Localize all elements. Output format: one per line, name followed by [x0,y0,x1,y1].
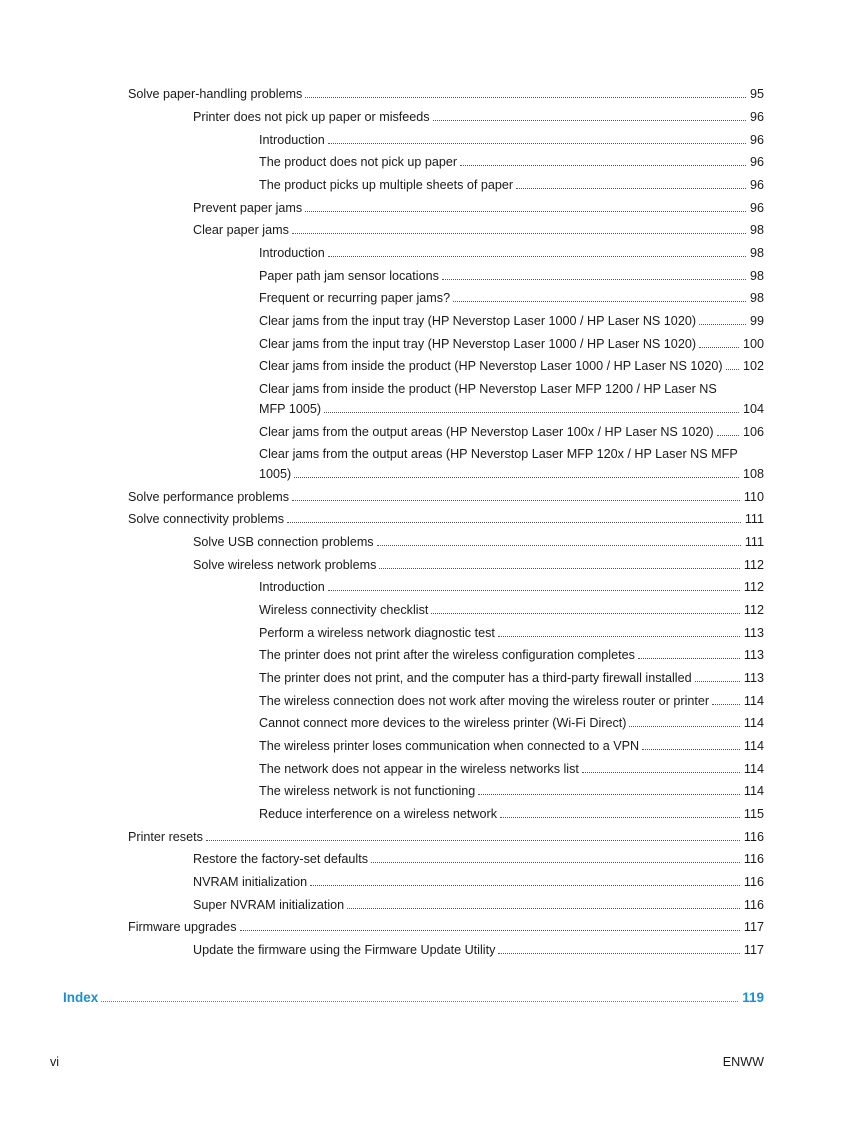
toc-entry-title: Wireless connectivity checklist [259,603,429,617]
toc-entry-title: Solve USB connection problems [193,535,374,549]
toc-entry-page: 95 [749,87,764,101]
page-number-label: vi [50,1055,60,1069]
toc-entry-page: 117 [743,943,764,957]
toc-entry[interactable] [259,781,764,801]
toc-entry[interactable] [259,577,764,597]
toc-entry-page: 98 [749,246,764,260]
toc-entry-page: 114 [743,739,764,753]
toc-entry-title: Paper path jam sensor locations [259,269,439,283]
toc-entry[interactable] [259,804,764,824]
dot-leader [377,533,741,546]
toc-entry-page: 114 [743,716,764,730]
toc-entry[interactable] [193,198,764,218]
dot-leader [206,828,740,841]
toc-entry[interactable] [193,220,764,240]
toc-entry[interactable] [259,600,764,620]
toc-entry-title: 1005) [259,467,292,481]
dot-leader [638,646,740,659]
toc-entry-title: Solve performance problems [128,490,289,504]
toc-entry-title: Frequent or recurring paper jams? [259,291,451,305]
toc-entry-title: Printer does not pick up paper or misfeeds [193,110,430,124]
toc-entry-page: 113 [743,648,764,662]
dot-leader [642,737,740,750]
toc-entry[interactable] [193,107,764,127]
toc-entry-page: 116 [743,830,764,844]
dot-leader [347,896,740,909]
toc-entry-page: 96 [749,201,764,215]
toc-entry-page: 117 [743,920,764,934]
toc-entry[interactable] [259,668,764,688]
dot-leader [328,244,746,257]
toc-entry[interactable] [128,84,764,104]
toc-entry[interactable] [193,940,764,960]
dot-leader [516,176,746,189]
toc-entry-title-line1: Clear jams from inside the product (HP Neverstop Laser MFP 1200 / HP Laser NS [259,382,717,396]
toc-entry-title: Introduction [259,133,325,147]
dot-leader [695,669,740,682]
toc-entry-page: 104 [742,402,764,416]
toc-entry-title: The wireless network is not functioning [259,784,476,798]
dot-leader [101,989,738,1002]
toc-entry-title: Solve paper-handling problems [128,87,303,101]
toc-entry-page: 114 [743,784,764,798]
toc-entry-title: The product does not pick up paper [259,155,458,169]
toc-entry-page: 98 [749,223,764,237]
toc-entry-title: The wireless printer loses communication when connected to a VPN [259,739,640,753]
toc-entry-page: 106 [742,425,764,439]
toc-entry[interactable] [259,311,764,331]
dot-leader [371,850,740,863]
toc-entry-title-line1: Clear jams from the output areas (HP Neverstop Laser MFP 120x / HP Laser NS MFP [259,447,738,461]
toc-entry-title: Prevent paper jams [193,201,303,215]
dot-leader [712,692,740,705]
toc-entry-page: 116 [743,898,764,912]
toc-entry-title: Firmware upgrades [128,920,237,934]
toc-entry-title: Introduction [259,580,325,594]
dot-leader [460,153,746,166]
index-title: Index [63,990,99,1005]
dot-leader [305,85,746,98]
dot-leader [294,465,739,478]
toc-entry-page: 112 [743,603,764,617]
toc-entry-title: Perform a wireless network diagnostic test [259,626,495,640]
toc-entry[interactable] [128,509,764,529]
toc-entry[interactable] [259,175,764,195]
toc-entry[interactable] [259,759,764,779]
dot-leader [240,918,740,931]
toc-entry-title: The product picks up multiple sheets of paper [259,178,514,192]
toc-entry-page: 116 [743,852,764,866]
toc-entry[interactable] [193,555,764,575]
toc-entry-page: 98 [749,269,764,283]
toc-entry-title: The printer does not print, and the computer has a third-party firewall installed [259,671,692,685]
toc-entry-title: Reduce interference on a wireless network [259,807,498,821]
dot-leader [379,556,740,569]
dot-leader [699,335,739,348]
toc-entry-title: The printer does not print after the wireless configuration completes [259,648,635,662]
toc-index-link[interactable] [63,987,764,1009]
dot-leader [292,221,746,234]
toc-entry-page: 113 [743,671,764,685]
dot-leader [328,578,740,591]
toc-entry-title: The wireless connection does not work after moving the wireless router or printer [259,694,710,708]
dot-leader [324,400,739,413]
toc-entry[interactable] [259,444,764,484]
toc-entry[interactable] [259,334,764,354]
toc-entry-page: 98 [749,291,764,305]
toc-entry-title: Introduction [259,246,325,260]
toc-entry-title: NVRAM initialization [193,875,308,889]
toc-entry-page: 114 [743,694,764,708]
toc-entry[interactable] [259,266,764,286]
toc-entry-page: 96 [749,133,764,147]
toc-entry-title: Update the firmware using the Firmware Update Utility [193,943,496,957]
toc-entry-page: 100 [742,337,764,351]
dot-leader [328,131,746,144]
dot-leader [726,357,739,370]
dot-leader [498,941,740,954]
toc-entry[interactable] [193,532,764,552]
dot-leader [310,873,740,886]
dot-leader [292,488,740,501]
toc-entry-title: Solve connectivity problems [128,512,285,526]
toc-entry-page: 112 [743,580,764,594]
toc-entry[interactable] [128,487,764,507]
toc-entry-title: Printer resets [128,830,203,844]
toc-entry-title: Clear jams from the output areas (HP Neverstop Laser 100x / HP Laser NS 1020) [259,425,714,439]
toc-entry-page: 111 [744,535,764,549]
dot-leader [431,601,740,614]
dot-leader [478,782,740,795]
toc-entry-page: 96 [749,178,764,192]
toc-entry-title: Clear jams from the input tray (HP Neverstop Laser 1000 / HP Laser NS 1020) [259,314,697,328]
toc-entry-page: 99 [749,314,764,328]
toc-entry-page: 96 [749,155,764,169]
dot-leader [305,199,746,212]
toc-entry[interactable] [259,422,764,442]
toc-entry[interactable] [259,288,764,308]
document-code: ENWW [722,1055,764,1069]
toc-entry[interactable] [193,849,764,869]
dot-leader [498,624,740,637]
toc-entry[interactable] [259,645,764,665]
toc-entry[interactable] [259,623,764,643]
toc-entry[interactable] [259,736,764,756]
dot-leader [629,714,739,727]
toc-entry-title: Clear jams from inside the product (HP Neverstop Laser 1000 / HP Laser NS 1020) [259,359,723,373]
toc-entry-page: 111 [744,512,764,526]
toc-entry[interactable] [193,872,764,892]
toc-entry[interactable] [259,152,764,172]
toc-entry-title: MFP 1005) [259,402,322,416]
toc-entry[interactable] [259,130,764,150]
dot-leader [500,805,740,818]
toc-entry-title: Cannot connect more devices to the wireless printer (Wi-Fi Direct) [259,716,627,730]
toc-entry[interactable] [128,827,764,847]
dot-leader [453,289,746,302]
dot-leader [699,312,746,325]
toc-entry[interactable] [193,895,764,915]
dot-leader [442,267,746,280]
toc-entry[interactable] [259,713,764,733]
toc-entry-page: 116 [743,875,764,889]
toc-entry-page: 108 [742,467,764,481]
toc-entry[interactable] [259,356,764,376]
toc-entry[interactable] [128,917,764,937]
index-page: 119 [742,990,764,1005]
toc-entry-page: 113 [743,626,764,640]
toc-entry-title: Solve wireless network problems [193,558,377,572]
toc-entry-title: Clear paper jams [193,223,289,237]
toc-entry-page: 102 [742,359,764,373]
toc-entry-title: The network does not appear in the wireless networks list [259,762,579,776]
toc-entry-page: 114 [743,762,764,776]
dot-leader [433,108,746,121]
toc-entry-page: 110 [743,490,764,504]
toc-entry-page: 96 [749,110,764,124]
toc-entry[interactable] [259,379,764,419]
toc-entry-title: Clear jams from the input tray (HP Neverstop Laser 1000 / HP Laser NS 1020) [259,337,697,351]
toc-entry-title: Restore the factory-set defaults [193,852,368,866]
dot-leader [287,510,741,523]
toc-entry[interactable] [259,243,764,263]
toc-entry-page: 112 [743,558,764,572]
toc-entry-title: Super NVRAM initialization [193,898,345,912]
dot-leader [717,423,739,436]
toc-entry-page: 115 [743,807,764,821]
toc-entry[interactable] [259,691,764,711]
dot-leader [582,760,740,773]
